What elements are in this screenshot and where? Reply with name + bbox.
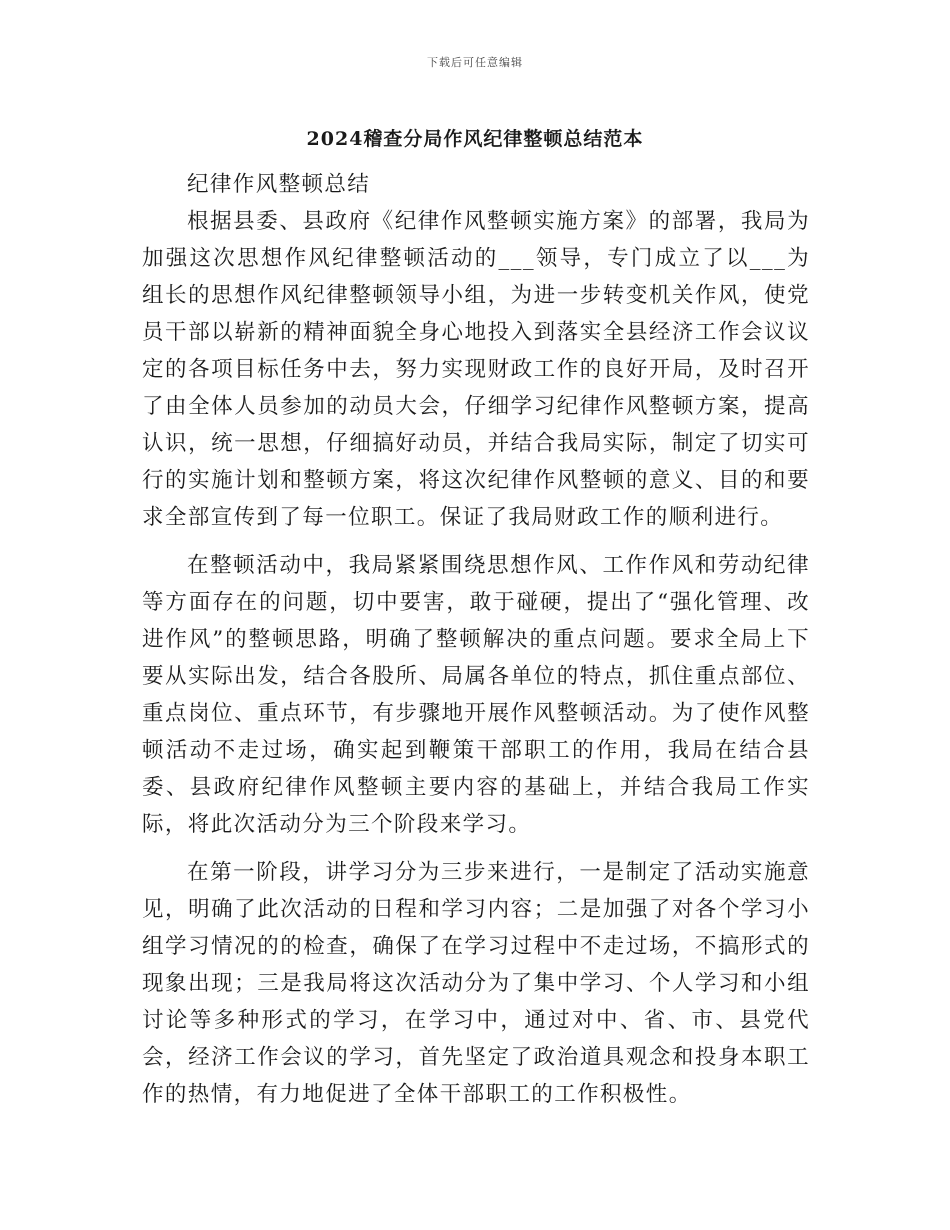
body-paragraph-2: 在整顿活动中，我局紧紧围绕思想作风、工作作风和劳动纪律等方面存在的问题，切中要害，敢于碰硬，提出了“强化管理、改进作风”的整顿思路，明确了整顿解决的重点问题。要求全局上下要从实际出发，结合各股所、局属各单位的特点，抓住重点部位、重点岗位、重点环节，有步骤地开展作风整顿活动。为了使作风整顿活动不走过场，确实起到鞭策干部职工的作用，我局在结合县委、县政府纪律作风整顿主要内容的基础上，并结合我局工作实际，将此次活动分为三个阶段来学习。: [142, 553, 810, 837]
document-body: [142, 166, 810, 1113]
body-paragraph-1: 根据县委、县政府《纪律作风整顿实施方案》的部署，我局为加强这次思想作风纪律整顿活动的___领导，专门成立了以___为组长的思想作风纪律整顿领导小组，为进一步转变机关作风，使党员干部以崭新的精神面貌全身心地投入到落实全县经济工作会议议定的各项目标任务中去，努力实现财政工作的良好开局，及时召开了由全体人员参加的动员大会，仔细学习纪律作风整顿方案，提高认识，统一思想，仔细搞好动员，并结合我局实际，制定了切实可行的实施计划和整顿方案，将这次纪律作风整顿的意义、目的和要求全部宣传到了每一位职工。保证了我局财政工作的顺利进行。: [142, 209, 810, 530]
body-paragraph-3: 在第一阶段，讲学习分为三步来进行，一是制定了活动实施意见，明确了此次活动的日程和学习内容；二是加强了对各个学习小组学习情况的的检查，确保了在学习过程中不走过场，不搞形式的现象出现；三是我局将这次活动分为了集中学习、个人学习和小组讨论等多种形式的学习，在学习中，通过对中、省、市、县党代会，经济工作会议的学习，首先坚定了政治道具观念和投身本职工作的热情，有力地促进了全体干部职工的工作积极性。: [142, 860, 810, 1107]
page-header-note: 下载后可任意编辑: [427, 56, 523, 69]
document-title: 2024稽查分局作风纪律整顿总结范本: [306, 128, 644, 150]
section-heading: 纪律作风整顿总结: [187, 172, 371, 197]
